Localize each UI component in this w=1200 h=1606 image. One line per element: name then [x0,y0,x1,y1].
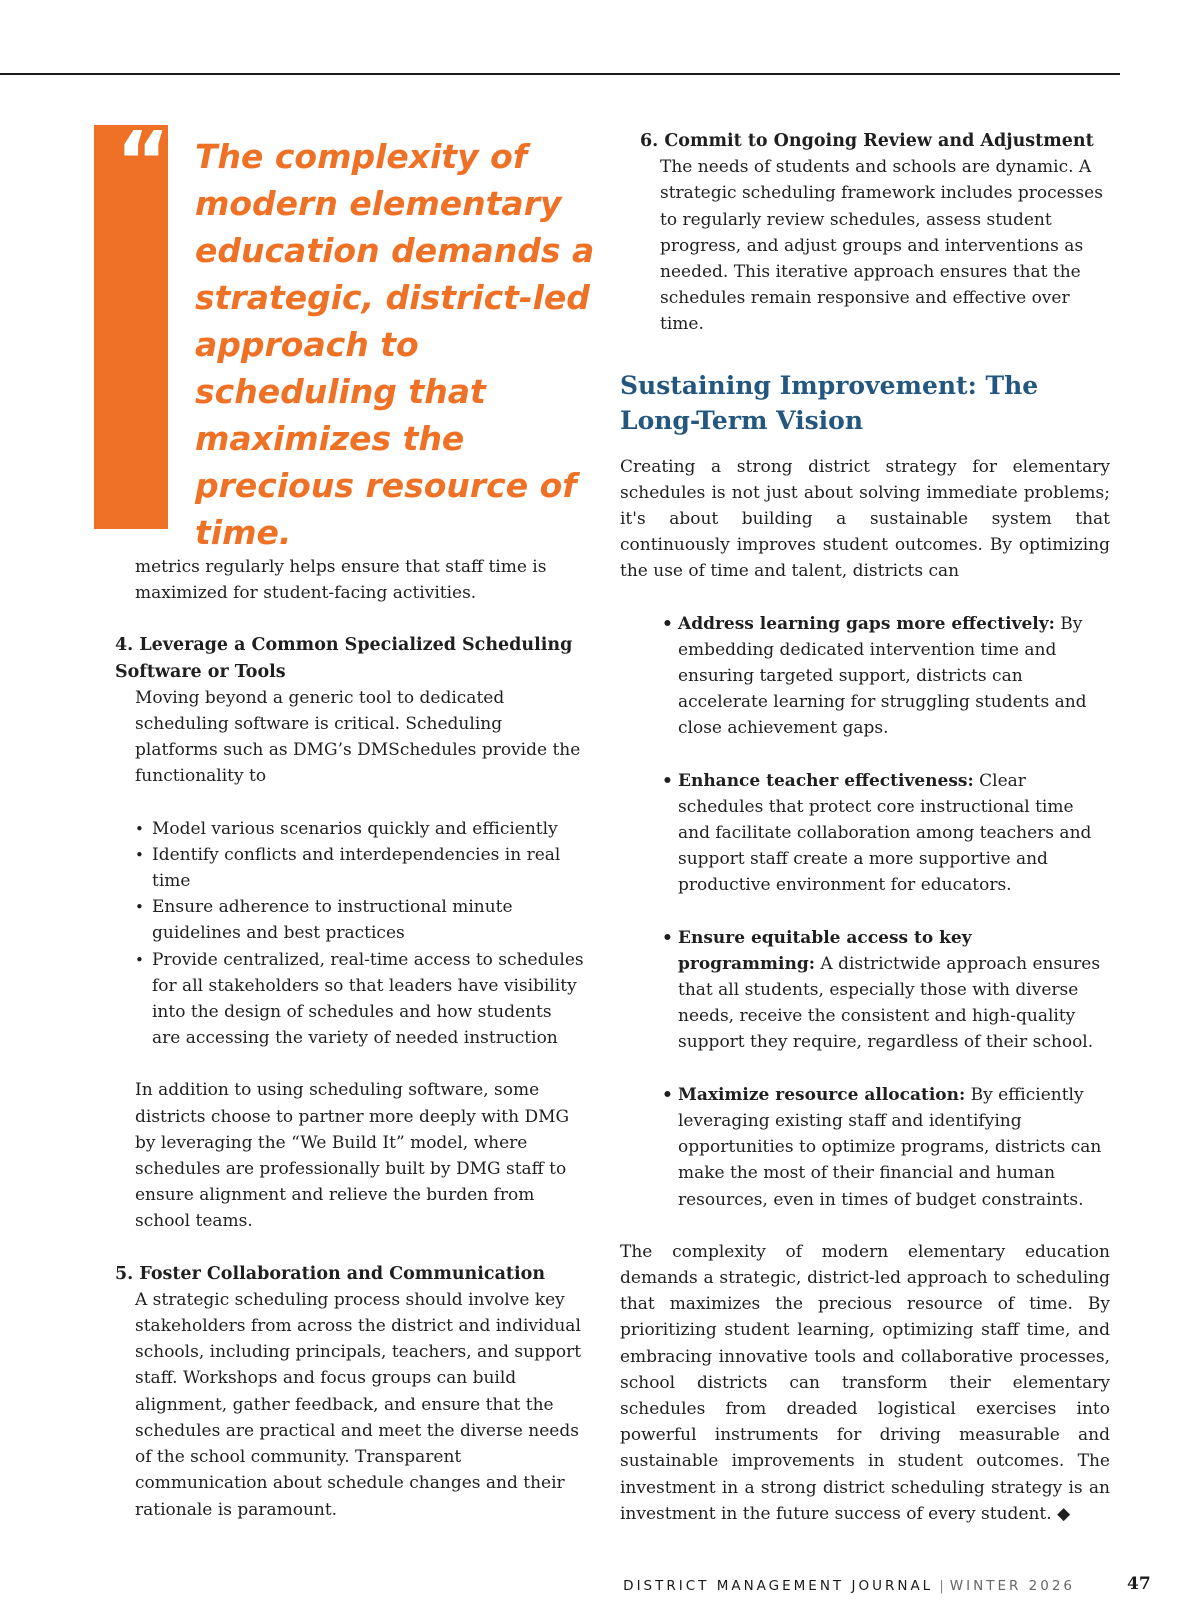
bullet-icon: • [135,819,144,838]
page-number: 47 [1127,1574,1151,1594]
list-item: • Ensure equitable access to key programming: A districtwide approach ensures that all students, especially those with diverse needs, receive the consistent and high-quality support they require, regardless of their school. [662,925,1110,1056]
right-column [620,128,1110,1527]
bullet-lead: Ensure equitable access to key programming: [678,927,972,974]
item-4-body: Moving beyond a generic tool to dedicated scheduling software is critical. Scheduling platforms such as DMG’s DMSchedules provide the functionality to [135,687,581,787]
list-item: • Model various scenarios quickly and efficiently [135,816,585,842]
list-item: • Ensure adherence to instructional minute guidelines and best practices [135,894,585,946]
publication-name: DISTRICT MANAGEMENT JOURNAL [623,1578,934,1594]
bullet-icon: • [135,845,144,864]
item-6-title: 6. Commit to Ongoing Review and Adjustment [640,131,1094,151]
bullet-icon: • [662,927,673,948]
intro-continuation: metrics regularly helps ensure that staff time is maximized for student-facing activities. [135,557,547,604]
end-mark-icon: ◆ [1057,1503,1071,1524]
bullet-icon: • [135,950,144,969]
item-4-title: 4. Leverage a Common Specialized Scheduling Software or Tools [115,635,573,682]
left-column [115,554,585,1523]
list-item: • Enhance teacher effectiveness: Clear schedules that protect core instructional time and facilitate collaboration among teachers and support staff create a more supportive and productive environment for educators. [662,768,1110,899]
footer-separator: | [939,1578,944,1594]
list-item: • Identify conflicts and interdependencies in real time [135,842,585,894]
list-item: • Provide centralized, real-time access to schedules for all stakeholders so that leaders have visibility into the design of schedules and how students are accessing the variety of needed instruction [135,947,585,1052]
top-rule [0,73,1120,75]
item-5-body: A strategic scheduling process should involve key stakeholders from across the district and individual schools, including principals, teachers, and support staff. Workshops and focus groups can build alignment, gather feedback, and ensure that the schedules are practical and meet the diverse needs of the school community. Transparent communication about schedule changes and their rationale is paramount. [135,1289,582,1520]
section-intro: Creating a strong district strategy for elementary schedules is not just about solving immediate problems; it's about building a sustainable system that continuously improves student outcomes. By optimizing the use of time and talent, districts can [620,456,1110,582]
list-item: • Maximize resource allocation: By efficiently leveraging existing staff and identifying opportunities to optimize programs, districts can make the most of their financial and human resources, even in times of budget constraints. [662,1082,1110,1213]
item-4-bullet-list [115,816,585,1052]
list-item: • Address learning gaps more effectively: By embedding dedicated intervention time and ensuring targeted support, districts can accelerate learning for struggling students and close achievement gaps. [662,611,1110,742]
bullet-lead: Address learning gaps more effectively: [678,613,1055,634]
quote-mark-icon: “ [116,115,170,210]
bullet-icon: • [662,770,673,791]
issue-label: WINTER 2026 [949,1578,1075,1594]
conclusion: The complexity of modern elementary education demands a strategic, district-led approach to scheduling that maximizes the precious resource of time. By prioritizing student learning, optimizing staff time, and embracing innovative tools and collaborative processes, school districts can transform their elementary schedules from dreaded logistical exercises into powerful instruments for driving measurable and sustainable improvements in student outcomes. The investment in a strong district scheduling strategy is an investment in the future success of every student. ◆ [620,1241,1110,1524]
item-4-followup: In addition to using scheduling software, some districts choose to partner more deeply with DMG by leveraging the “We Build It” model, where schedules are professionally built by DMG staff to ensure alignment and relieve the burden from school teams. [135,1080,570,1232]
bullet-icon: • [135,898,144,917]
bullet-icon: • [662,1084,673,1105]
outcomes-bullet-list [620,611,1110,1213]
bullet-lead: Maximize resource allocation: [678,1084,966,1105]
bullet-lead: Enhance teacher effectiveness: [678,770,974,791]
pull-quote: The complexity of modern elementary education demands a strategic, district-led approach to scheduling that maximizes the precious resource of time. [195,137,595,552]
item-5-title: 5. Foster Collaboration and Communication [115,1263,546,1284]
item-6-body: The needs of students and schools are dynamic. A strategic scheduling framework includes processes to regularly review schedules, assess student progress, and adjust groups and interventions as needed. This iterative approach ensures that the schedules remain responsive and effective over time. [660,157,1103,335]
running-footer [623,1578,1075,1594]
section-title: Sustaining Improvement: The Long-Term Vision [620,370,1039,435]
bullet-icon: • [662,613,673,634]
